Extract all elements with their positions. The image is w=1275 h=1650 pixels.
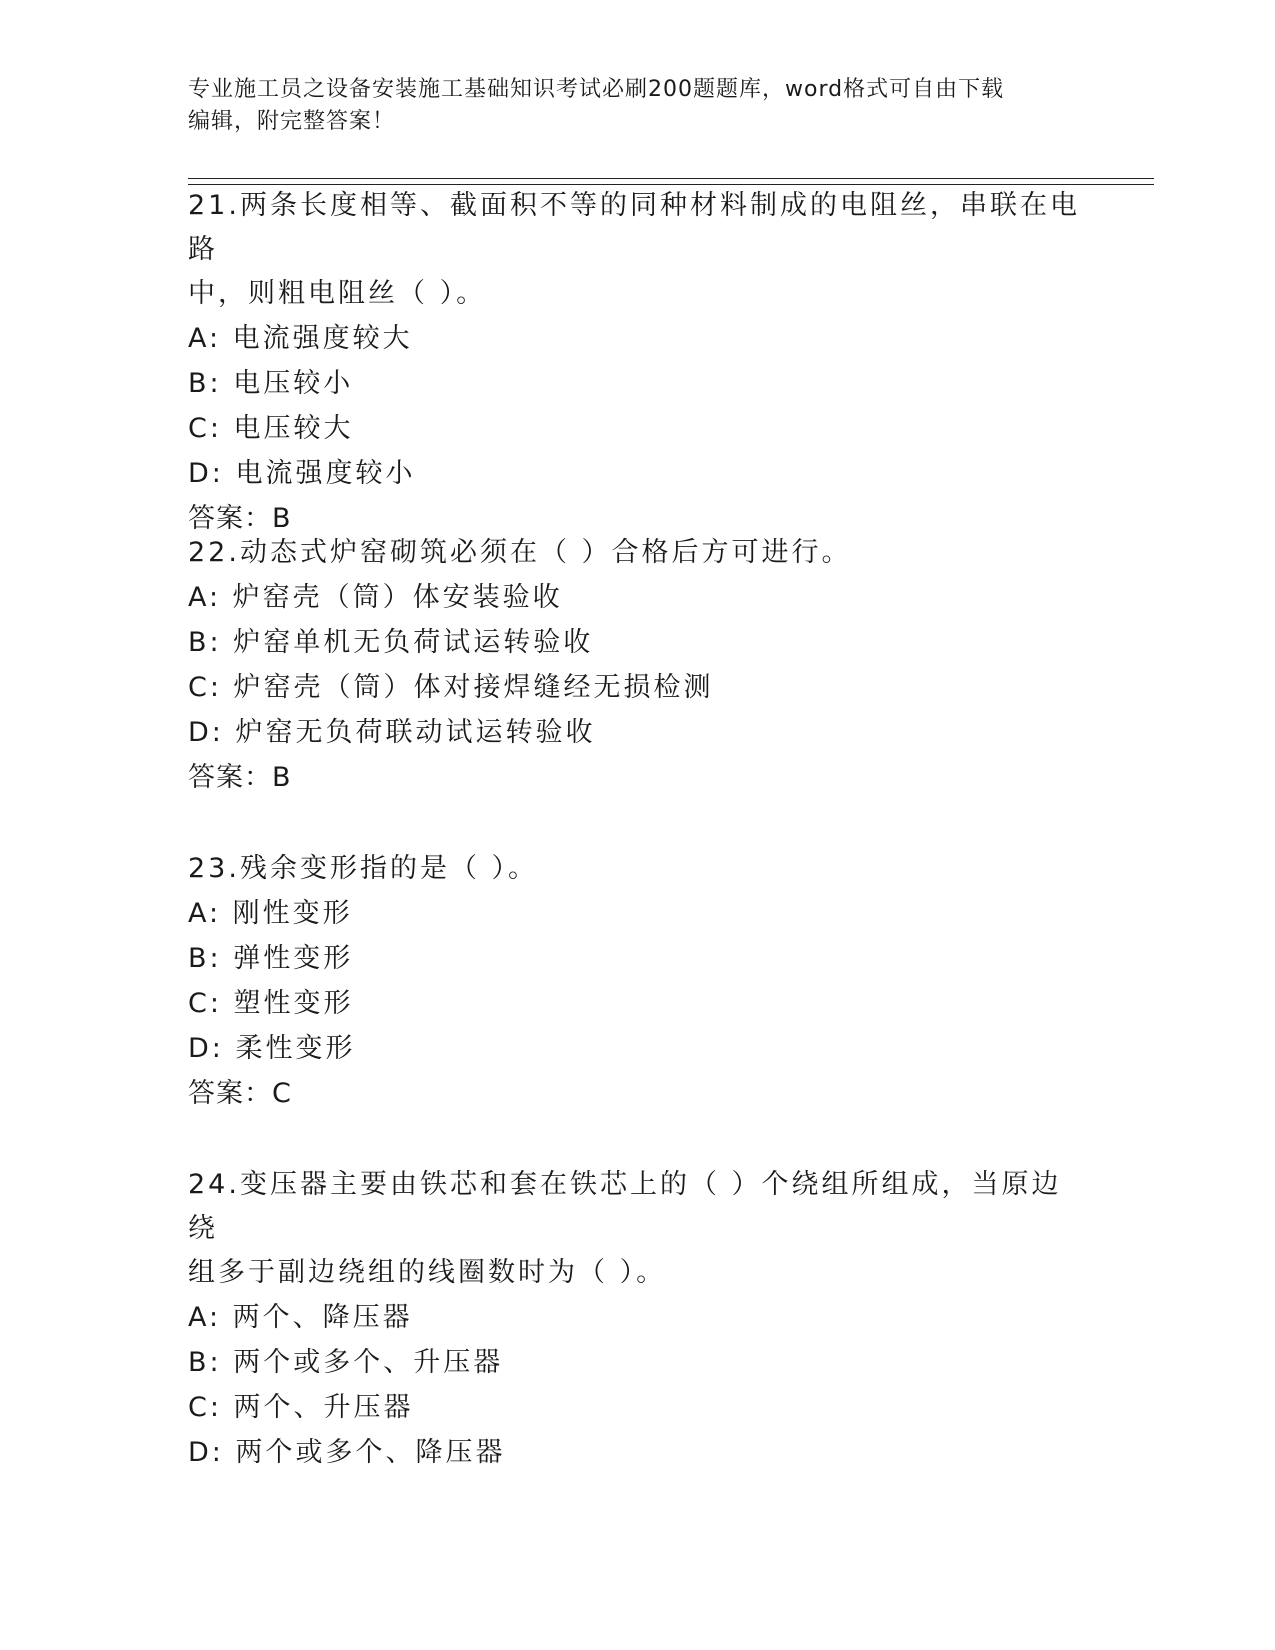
question-stem: 23.残余变形指的是（ ）。	[188, 853, 539, 884]
option-c: C: 塑性变形	[188, 988, 354, 1019]
question-21	[188, 184, 1088, 541]
question-stem: 24.变压器主要由铁芯和套在铁芯上的（ ）个绕组所组成，当原边绕	[188, 1169, 1062, 1244]
header-title-line1: 专业施工员之设备安装施工基础知识考试必刷200题题库，word格式可自由下载	[188, 77, 1005, 102]
option-d: D: 两个或多个、降压器	[188, 1437, 506, 1468]
question-stem: 22.动态式炉窑砌筑必须在（ ）合格后方可进行。	[188, 537, 852, 568]
option-c: C: 两个、升压器	[188, 1392, 414, 1423]
answer: 答案：B	[188, 503, 292, 534]
question-22	[188, 531, 1088, 800]
option-a: A: 刚性变形	[188, 898, 353, 929]
option-a: A: 炉窑壳（筒）体安装验收	[188, 582, 563, 613]
header-title-line2: 编辑，附完整答案！	[188, 109, 396, 134]
option-c: C: 电压较大	[188, 413, 354, 444]
option-d: D: 炉窑无负荷联动试运转验收	[188, 717, 596, 748]
option-b: B: 两个或多个、升压器	[188, 1347, 504, 1378]
option-a: A: 电流强度较大	[188, 323, 413, 354]
question-stem-continued: 中，则粗电阻丝（ ）。	[188, 278, 487, 309]
option-b: B: 炉窑单机无负荷试运转验收	[188, 627, 594, 658]
option-b: B: 弹性变形	[188, 943, 354, 974]
answer: 答案：C	[188, 1078, 292, 1109]
document-header	[188, 74, 1068, 138]
header-divider-top	[188, 178, 1154, 179]
option-a: A: 两个、降压器	[188, 1302, 413, 1333]
question-24	[188, 1163, 1088, 1475]
question-stem-continued: 组多于副边绕组的线圈数时为（ ）。	[188, 1257, 667, 1288]
option-d: D: 柔性变形	[188, 1033, 356, 1064]
answer: 答案：B	[188, 762, 292, 793]
option-c: C: 炉窑壳（筒）体对接焊缝经无损检测	[188, 672, 714, 703]
question-stem: 21.两条长度相等、截面积不等的同种材料制成的电阻丝，串联在电路	[188, 190, 1080, 265]
option-b: B: 电压较小	[188, 368, 354, 399]
question-23	[188, 847, 1088, 1116]
option-d: D: 电流强度较小	[188, 458, 416, 489]
